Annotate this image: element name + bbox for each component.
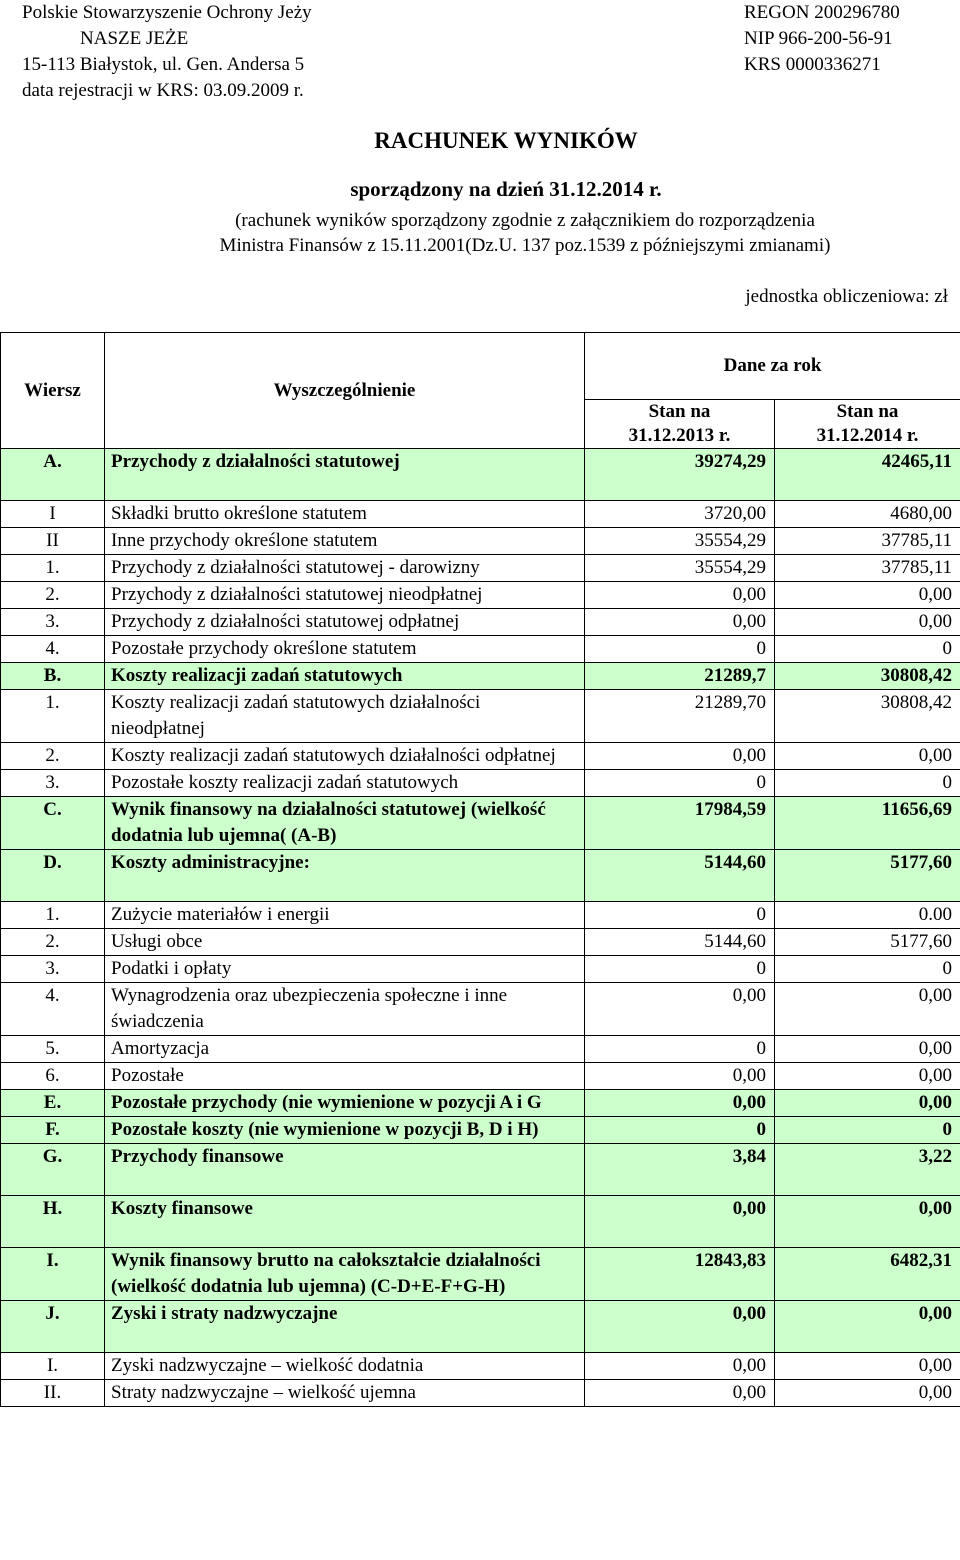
table-row: [1, 850, 960, 902]
row-label: Przychody finansowe: [105, 1144, 585, 1196]
table-row: [1, 1353, 960, 1380]
value-2014: 30808,42: [775, 690, 960, 743]
table-row: [1, 1380, 960, 1407]
legal-note-line-2: Ministra Finansów z 15.11.2001(Dz.U. 137 poz.1539 z późniejszymi zmianami): [219, 235, 831, 256]
row-number: 2.: [1, 929, 105, 956]
row-number: 3.: [1, 956, 105, 983]
row-number: 3.: [1, 609, 105, 636]
row-number: I: [1, 501, 105, 528]
value-2013: 0,00: [585, 609, 775, 636]
organization-info: [22, 0, 312, 104]
value-2013: 0,00: [585, 582, 775, 609]
row-label: Przychody z działalności statutowej - darowizny: [105, 555, 585, 582]
value-2013: 0,00: [585, 1380, 775, 1407]
value-2014: 0: [775, 636, 960, 663]
value-2014: 11656,69: [775, 797, 960, 850]
header-stan-2013-date: 31.12.2013 r.: [628, 425, 731, 446]
row-label: Pozostałe koszty realizacji zadań statutowych: [105, 770, 585, 797]
value-2013: 17984,59: [585, 797, 775, 850]
value-2013: 0: [585, 956, 775, 983]
row-label: Koszty realizacji zadań statutowych działalności odpłatnej: [105, 743, 585, 770]
row-label: Koszty realizacji zadań statutowych działalności nieodpłatnej: [105, 690, 585, 743]
header-wiersz: Wiersz: [1, 333, 105, 449]
header-stan-2014-date: 31.12.2014 r.: [816, 425, 919, 446]
row-number: 1.: [1, 690, 105, 743]
value-2013: 0: [585, 1036, 775, 1063]
row-label: Pozostałe przychody określone statutem: [105, 636, 585, 663]
value-2013: 0: [585, 1117, 775, 1144]
value-2014: 0: [775, 1117, 960, 1144]
row-number: 1.: [1, 902, 105, 929]
row-number: F.: [1, 1117, 105, 1144]
table-row: [1, 902, 960, 929]
table-row: [1, 1196, 960, 1248]
row-label: Podatki i opłaty: [105, 956, 585, 983]
row-label: Usługi obce: [105, 929, 585, 956]
header-stan-2014: [775, 400, 960, 449]
row-label: Zużycie materiałów i energii: [105, 902, 585, 929]
value-2014: 6482,31: [775, 1248, 960, 1301]
row-number: H.: [1, 1196, 105, 1248]
row-label: Zyski i straty nadzwyczajne: [105, 1301, 585, 1353]
value-2013: 21289,70: [585, 690, 775, 743]
table-row: [1, 1036, 960, 1063]
table-row: [1, 1301, 960, 1353]
table-row: [1, 1063, 960, 1090]
value-2014: 0.00: [775, 902, 960, 929]
row-number: 1.: [1, 555, 105, 582]
row-label: Przychody z działalności statutowej odpłatnej: [105, 609, 585, 636]
value-2014: 3,22: [775, 1144, 960, 1196]
value-2014: 0,00: [775, 1301, 960, 1353]
value-2013: 0,00: [585, 1090, 775, 1117]
value-2014: 0,00: [775, 609, 960, 636]
row-number: A.: [1, 449, 105, 501]
value-2014: 4680,00: [775, 501, 960, 528]
value-2013: 12843,83: [585, 1248, 775, 1301]
value-2014: 0,00: [775, 1036, 960, 1063]
table-row: [1, 797, 960, 850]
value-2013: 35554,29: [585, 528, 775, 555]
value-2013: 0: [585, 636, 775, 663]
nip: NIP 966-200-56-91: [744, 28, 893, 49]
value-2013: 0,00: [585, 1301, 775, 1353]
table-row: [1, 501, 960, 528]
row-number: 2.: [1, 582, 105, 609]
value-2013: 0: [585, 902, 775, 929]
unit-label: jednostka obliczeniowa: zł: [745, 286, 948, 307]
legal-note: [0, 208, 960, 258]
row-number: 6.: [1, 1063, 105, 1090]
org-name: Polskie Stowarzyszenie Ochrony Jeży: [22, 2, 312, 23]
value-2013: 0,00: [585, 743, 775, 770]
value-2014: 5177,60: [775, 850, 960, 902]
row-number: J.: [1, 1301, 105, 1353]
row-label: Przychody z działalności statutowej nieodpłatnej: [105, 582, 585, 609]
header-dane-za-rok: Dane za rok: [585, 333, 960, 400]
value-2013: 0: [585, 770, 775, 797]
value-2014: 42465,11: [775, 449, 960, 501]
org-name-sub: NASZE JEŻE: [80, 28, 189, 49]
row-number: 4.: [1, 983, 105, 1036]
value-2014: 0: [775, 770, 960, 797]
value-2014: 30808,42: [775, 663, 960, 690]
row-label: Koszty realizacji zadań statutowych: [105, 663, 585, 690]
row-number: 2.: [1, 743, 105, 770]
table-row: [1, 1117, 960, 1144]
value-2013: 0,00: [585, 983, 775, 1036]
table-row: [1, 956, 960, 983]
value-2013: 21289,7: [585, 663, 775, 690]
table-header-row: [1, 333, 960, 400]
org-registration: data rejestracji w KRS: 03.09.2009 r.: [22, 80, 304, 101]
krs: KRS 0000336271: [744, 54, 881, 75]
regon: REGON 200296780: [744, 2, 900, 23]
row-label: Wynik finansowy na działalności statutowej (wielkość dodatnia lub ujemna( (A-B): [105, 797, 585, 850]
table-row: [1, 983, 960, 1036]
table-row: [1, 555, 960, 582]
row-label: Składki brutto określone statutem: [105, 501, 585, 528]
row-label: Amortyzacja: [105, 1036, 585, 1063]
document-subtitle: sporządzony na dzień 31.12.2014 r.: [350, 177, 662, 201]
value-2013: 3,84: [585, 1144, 775, 1196]
row-number: II.: [1, 1380, 105, 1407]
value-2014: 0: [775, 956, 960, 983]
row-label: Pozostałe: [105, 1063, 585, 1090]
value-2014: 0,00: [775, 582, 960, 609]
row-number: G.: [1, 1144, 105, 1196]
value-2014: 0,00: [775, 1353, 960, 1380]
value-2013: 0,00: [585, 1196, 775, 1248]
table-row: [1, 743, 960, 770]
value-2014: 0,00: [775, 743, 960, 770]
row-label: Koszty administracyjne:: [105, 850, 585, 902]
value-2014: 5177,60: [775, 929, 960, 956]
table-row: [1, 663, 960, 690]
value-2013: 5144,60: [585, 929, 775, 956]
row-label: Koszty finansowe: [105, 1196, 585, 1248]
row-number: I.: [1, 1353, 105, 1380]
value-2013: 0,00: [585, 1353, 775, 1380]
header-stan-2014-label: Stan na: [836, 401, 899, 422]
legal-note-line-1: (rachunek wyników sporządzony zgodnie z załącznikiem do rozporządzenia: [235, 210, 815, 231]
row-label: Wynik finansowy brutto na całokształcie działalności (wielkość dodatnia lub ujemna) (C-D+E-F+G-H): [105, 1248, 585, 1301]
table-row: [1, 1144, 960, 1196]
table-row: [1, 609, 960, 636]
row-label: Wynagrodzenia oraz ubezpieczenia społeczne i inne świadczenia: [105, 983, 585, 1036]
row-label: Inne przychody określone statutem: [105, 528, 585, 555]
row-number: 4.: [1, 636, 105, 663]
row-number: C.: [1, 797, 105, 850]
value-2013: 35554,29: [585, 555, 775, 582]
table-row: [1, 636, 960, 663]
row-label: Przychody z działalności statutowej: [105, 449, 585, 501]
header-stan-2013: [585, 400, 775, 449]
row-number: 5.: [1, 1036, 105, 1063]
value-2014: 0,00: [775, 1380, 960, 1407]
value-2014: 0,00: [775, 1196, 960, 1248]
row-label: Pozostałe koszty (nie wymienione w pozycji B, D i H): [105, 1117, 585, 1144]
row-number: D.: [1, 850, 105, 902]
header-wyszczegolnienie: Wyszczególnienie: [105, 333, 585, 449]
row-number: 3.: [1, 770, 105, 797]
table-row: [1, 1090, 960, 1117]
row-label: Straty nadzwyczajne – wielkość ujemna: [105, 1380, 585, 1407]
value-2013: 39274,29: [585, 449, 775, 501]
org-address: 15-113 Białystok, ul. Gen. Andersa 5: [22, 54, 305, 75]
value-2014: 0,00: [775, 983, 960, 1036]
table-row: [1, 528, 960, 555]
income-statement-table: [0, 332, 960, 1407]
row-number: I.: [1, 1248, 105, 1301]
row-number: E.: [1, 1090, 105, 1117]
header-stan-2013-label: Stan na: [648, 401, 711, 422]
row-label: Zyski nadzwyczajne – wielkość dodatnia: [105, 1353, 585, 1380]
organization-ids: [744, 0, 900, 78]
value-2013: 0,00: [585, 1063, 775, 1090]
table-row: [1, 582, 960, 609]
table-row: [1, 929, 960, 956]
row-number: B.: [1, 663, 105, 690]
document-title: RACHUNEK WYNIKÓW: [374, 128, 638, 153]
value-2014: 0,00: [775, 1090, 960, 1117]
value-2014: 37785,11: [775, 528, 960, 555]
table-row: [1, 449, 960, 501]
value-2014: 0,00: [775, 1063, 960, 1090]
row-number: II: [1, 528, 105, 555]
table-row: [1, 690, 960, 743]
value-2014: 37785,11: [775, 555, 960, 582]
row-label: Pozostałe przychody (nie wymienione w pozycji A i G: [105, 1090, 585, 1117]
value-2013: 3720,00: [585, 501, 775, 528]
table-row: [1, 770, 960, 797]
table-row: [1, 1248, 960, 1301]
value-2013: 5144,60: [585, 850, 775, 902]
